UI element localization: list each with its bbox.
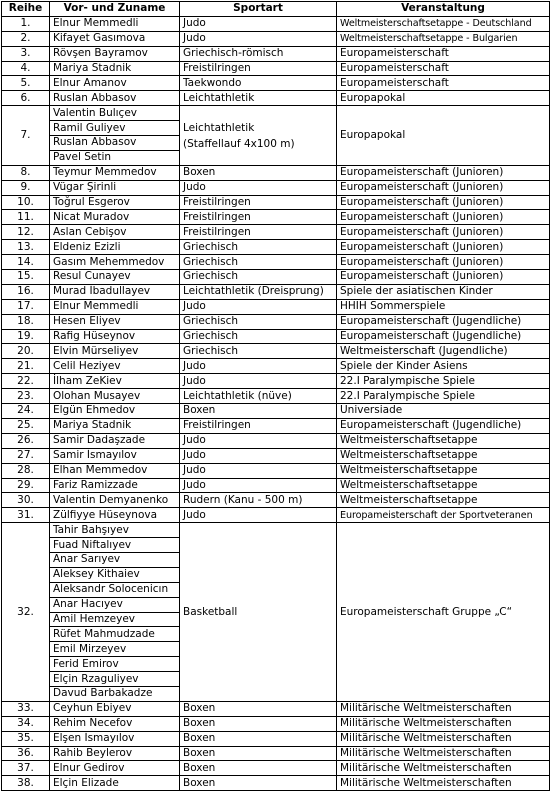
table-row (2, 270, 550, 285)
row-number: 25. (2, 418, 50, 433)
event-cell: Europameisterschaft (Junioren) (337, 180, 550, 195)
row-number: 6. (2, 91, 50, 106)
athlete-name: Kifayet Gasımova (50, 31, 180, 46)
row-number: 35. (2, 731, 50, 746)
sport-cell: Boxen (180, 404, 337, 419)
athlete-name: Toğrul Esgerov (50, 195, 180, 210)
event-cell: Weltmeisterschaftsetappe (337, 493, 550, 508)
athlete-name: Mariya Stadnik (50, 418, 180, 433)
athlete-name: Ramil Guliyev (50, 121, 180, 136)
row-number: 11. (2, 210, 50, 225)
athlete-name: Rahib Beylerov (50, 746, 180, 761)
row-number: 1. (2, 16, 50, 31)
table-row (2, 389, 550, 404)
row-number: 29. (2, 478, 50, 493)
event-cell: 22.I Paralympische Spiele (337, 374, 550, 389)
athlete-name: Elnur Memmedli (50, 299, 180, 314)
sport-cell: Judo (180, 478, 337, 493)
row-number: 15. (2, 270, 50, 285)
athlete-name: Fariz Ramizzade (50, 478, 180, 493)
row-number: 28. (2, 463, 50, 478)
sport-cell: Boxen (180, 701, 337, 716)
sport-cell: Taekwondo (180, 76, 337, 91)
row-number: 10. (2, 195, 50, 210)
event-cell: Europameisterschaft der Sportveteranen (337, 508, 550, 523)
row-number: 2. (2, 31, 50, 46)
sport-cell: Judo (180, 359, 337, 374)
event-cell: Militärische Weltmeisterschaften (337, 731, 550, 746)
event-cell: Europameisterschaft Gruppe „C“ (337, 523, 550, 702)
sport-cell: Griechisch (180, 240, 337, 255)
row-number: 20. (2, 344, 50, 359)
athlete-name: Celil Heziyev (50, 359, 180, 374)
sport-cell: Judo (180, 16, 337, 31)
athlete-name: Samir Dadaşzade (50, 433, 180, 448)
athlete-name: Aleksey Kithaiev (50, 567, 180, 582)
event-cell: Militärische Weltmeisterschaften (337, 776, 550, 791)
athlete-name: Emil Mirzeyev (50, 642, 180, 657)
athlete-name: Elnur Amanov (50, 76, 180, 91)
table-body (2, 16, 550, 790)
event-cell: Europameisterschaft (Junioren) (337, 240, 550, 255)
athlete-name: Rehim Necefov (50, 716, 180, 731)
athlete-name: Hesen Eliyev (50, 314, 180, 329)
table-row (2, 106, 550, 121)
event-cell: Europameisterschaft (Junioren) (337, 225, 550, 240)
event-cell: HHIH Sommerspiele (337, 299, 550, 314)
athlete-name: Davud Barbakadze (50, 686, 180, 701)
table-row (2, 523, 550, 538)
table-row (2, 404, 550, 419)
sport-cell: Leichtathletik (Dreisprung) (180, 284, 337, 299)
athlete-name: Zülfiyye Hüseynova (50, 508, 180, 523)
athlete-name: Vügar Şirinli (50, 180, 180, 195)
athlete-name: Aleksandr Solocenicın (50, 582, 180, 597)
sport-cell: Leichtathletik (nüve) (180, 389, 337, 404)
table-header-row (2, 2, 550, 17)
row-number: 27. (2, 448, 50, 463)
row-number: 26. (2, 433, 50, 448)
table-row (2, 76, 550, 91)
event-cell: Weltmeisterschaftsetappe (337, 463, 550, 478)
event-cell: Weltmeisterschaftsetappe (337, 478, 550, 493)
event-cell: Europameisterschaft (337, 61, 550, 76)
event-cell: Weltmeisterschaftsetappe (337, 448, 550, 463)
sport-cell: Freistilringen (180, 225, 337, 240)
table-row (2, 776, 550, 791)
row-number: 32. (2, 523, 50, 702)
event-cell: Europameisterschaft (337, 76, 550, 91)
sport-cell: Freistilringen (180, 210, 337, 225)
event-cell: Europameisterschaft (Jugendliche) (337, 314, 550, 329)
table-row (2, 46, 550, 61)
table-row (2, 344, 550, 359)
event-cell: Europameisterschaft (Junioren) (337, 270, 550, 285)
header-sportart: Sportart (180, 2, 337, 17)
table-row (2, 61, 550, 76)
row-number: 23. (2, 389, 50, 404)
athlete-name: Valentin Bulıçev (50, 106, 180, 121)
row-number: 13. (2, 240, 50, 255)
event-cell: Spiele der asiatischen Kinder (337, 284, 550, 299)
row-number: 37. (2, 761, 50, 776)
event-cell: Universiade (337, 404, 550, 419)
event-cell: Europapokal (337, 91, 550, 106)
athlete-name: Anar Sarıyev (50, 552, 180, 567)
sport-cell: Freistilringen (180, 418, 337, 433)
table-row (2, 359, 550, 374)
athlete-name: Ruslan Abbasov (50, 136, 180, 151)
event-cell: Militärische Weltmeisterschaften (337, 716, 550, 731)
event-cell: Europameisterschaft (Jugendliche) (337, 418, 550, 433)
table-row (2, 716, 550, 731)
table-row (2, 761, 550, 776)
event-cell: Europameisterschaft (Junioren) (337, 195, 550, 210)
event-cell: Weltmeisterschaft (Jugendliche) (337, 344, 550, 359)
results-table (1, 1, 550, 791)
athlete-name: Elçin Elizade (50, 776, 180, 791)
athlete-name: Ferid Emirov (50, 657, 180, 672)
athlete-name: Elhan Memmedov (50, 463, 180, 478)
sport-cell: Judo (180, 463, 337, 478)
table-row (2, 493, 550, 508)
athlete-name: Elvin Mürseliyev (50, 344, 180, 359)
sport-cell: Judo (180, 374, 337, 389)
sport-cell: Griechisch (180, 255, 337, 270)
table-row (2, 448, 550, 463)
event-cell: Europameisterschaft (Jugendliche) (337, 329, 550, 344)
athlete-name: Anar Hacıyev (50, 597, 180, 612)
athlete-name: Teymur Memmedov (50, 165, 180, 180)
row-number: 22. (2, 374, 50, 389)
event-cell: Europameisterschaft (Junioren) (337, 165, 550, 180)
sport-cell: Boxen (180, 165, 337, 180)
sport-cell: Rudern (Kanu - 500 m) (180, 493, 337, 508)
athlete-name: Elnur Memmedli (50, 16, 180, 31)
table-row (2, 314, 550, 329)
event-cell: Weltmeisterschaftsetappe (337, 433, 550, 448)
table-row (2, 180, 550, 195)
athlete-name: Eldeniz Ezizli (50, 240, 180, 255)
table-row (2, 31, 550, 46)
table-row (2, 433, 550, 448)
sport-cell: Leichtathletik (Staffellauf 4x100 m) (180, 106, 337, 166)
row-number: 14. (2, 255, 50, 270)
sport-cell: Griechisch (180, 344, 337, 359)
table-row (2, 508, 550, 523)
athlete-name: Valentin Demyanenko (50, 493, 180, 508)
athlete-name: Rövşen Bayramov (50, 46, 180, 61)
sport-cell: Freistilringen (180, 61, 337, 76)
table-row (2, 195, 550, 210)
table-row (2, 701, 550, 716)
row-number: 4. (2, 61, 50, 76)
athlete-name: Aslan Cebişov (50, 225, 180, 240)
row-number: 34. (2, 716, 50, 731)
row-number: 7. (2, 106, 50, 166)
athlete-name: Tahir Bahşıyev (50, 523, 180, 538)
sport-cell: Boxen (180, 776, 337, 791)
table-row (2, 478, 550, 493)
row-number: 38. (2, 776, 50, 791)
row-number: 9. (2, 180, 50, 195)
athlete-name: Amil Hemzeyev (50, 612, 180, 627)
sport-cell: Judo (180, 433, 337, 448)
table-row (2, 418, 550, 433)
event-cell: Weltmeisterschaftsetappe - Deutschland (337, 16, 550, 31)
event-cell: Europameisterschaft (Junioren) (337, 255, 550, 270)
table-row (2, 299, 550, 314)
event-cell: Militärische Weltmeisterschaften (337, 746, 550, 761)
table-row (2, 210, 550, 225)
sport-cell: Basketball (180, 523, 337, 702)
sport-cell: Boxen (180, 761, 337, 776)
athlete-name: Elnur Gedirov (50, 761, 180, 776)
sport-cell: Judo (180, 299, 337, 314)
athlete-name: Elçin Rzaguliyev (50, 672, 180, 687)
table-row (2, 91, 550, 106)
athlete-name: Fuad Niftalıyev (50, 538, 180, 553)
event-cell: Spiele der Kinder Asiens (337, 359, 550, 374)
row-number: 5. (2, 76, 50, 91)
header-reihe: Reihe (2, 2, 50, 17)
athlete-name: Ceyhun Ebiyev (50, 701, 180, 716)
sport-cell: Griechisch (180, 314, 337, 329)
row-number: 33. (2, 701, 50, 716)
event-cell: Europameisterschaft (337, 46, 550, 61)
event-cell: Militärische Weltmeisterschaften (337, 761, 550, 776)
table-row (2, 746, 550, 761)
row-number: 21. (2, 359, 50, 374)
sport-cell: Griechisch-römisch (180, 46, 337, 61)
table-row (2, 165, 550, 180)
athlete-name: İlham ZeKiev (50, 374, 180, 389)
athlete-name: Gasım Mehemmedov (50, 255, 180, 270)
table-row (2, 240, 550, 255)
sport-cell: Leichtathletik (180, 91, 337, 106)
row-number: 12. (2, 225, 50, 240)
athlete-name: Ruslan Abbasov (50, 91, 180, 106)
athlete-name: Nicat Muradov (50, 210, 180, 225)
table-row (2, 374, 550, 389)
event-cell: Militärische Weltmeisterschaften (337, 701, 550, 716)
event-cell: Europameisterschaft (Junioren) (337, 210, 550, 225)
header-veranstaltung: Veranstaltung (337, 2, 550, 17)
athlete-name: Mariya Stadnik (50, 61, 180, 76)
table-row (2, 225, 550, 240)
athlete-name: Resul Cunayev (50, 270, 180, 285)
row-number: 36. (2, 746, 50, 761)
sport-cell: Boxen (180, 716, 337, 731)
athlete-name: Murad İbadullayev (50, 284, 180, 299)
athlete-name: Rüfet Mahmudzade (50, 627, 180, 642)
sport-cell: Freistilringen (180, 195, 337, 210)
event-cell: Europapokal (337, 106, 550, 166)
event-cell: 22.I Paralympische Spiele (337, 389, 550, 404)
sport-cell: Judo (180, 180, 337, 195)
athlete-name: Elgün Ehmedov (50, 404, 180, 419)
sport-cell: Boxen (180, 731, 337, 746)
table-row (2, 463, 550, 478)
sport-cell: Judo (180, 31, 337, 46)
event-cell: Weltmeisterschaftsetappe - Bulgarien (337, 31, 550, 46)
row-number: 17. (2, 299, 50, 314)
row-number: 16. (2, 284, 50, 299)
sport-cell: Judo (180, 448, 337, 463)
athlete-name: Samir İsmayılov (50, 448, 180, 463)
row-number: 19. (2, 329, 50, 344)
sport-cell: Judo (180, 508, 337, 523)
athlete-name: Elşen İsmayılov (50, 731, 180, 746)
sport-cell: Griechisch (180, 270, 337, 285)
athlete-name: Olohan Musayev (50, 389, 180, 404)
table-row (2, 284, 550, 299)
table-row (2, 731, 550, 746)
sport-cell: Griechisch (180, 329, 337, 344)
table-row (2, 16, 550, 31)
athlete-name: Rafig Hüseynov (50, 329, 180, 344)
row-number: 30. (2, 493, 50, 508)
athlete-name: Pavel Setin (50, 150, 180, 165)
sport-cell: Boxen (180, 746, 337, 761)
row-number: 8. (2, 165, 50, 180)
row-number: 18. (2, 314, 50, 329)
header-name: Vor- und Zuname (50, 2, 180, 17)
table-row (2, 255, 550, 270)
row-number: 24. (2, 404, 50, 419)
row-number: 31. (2, 508, 50, 523)
row-number: 3. (2, 46, 50, 61)
table-row (2, 329, 550, 344)
